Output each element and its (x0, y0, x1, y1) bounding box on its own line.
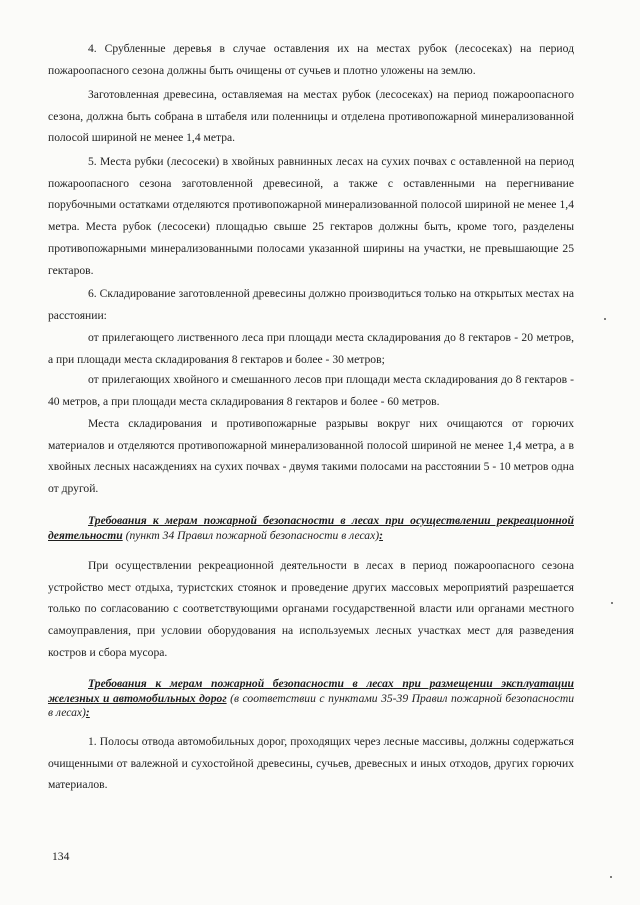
heading-roads-title: Требования к мерам пожарной безопасности в лесах при размещении эксплуатации железных и автомобильных дорог (48, 677, 574, 705)
heading-recreation-title: Требования к мерам пожарной безопасности в лесах при осуществлении рекреационной деятельности (48, 514, 574, 542)
heading-recreation-ref: (пункт 34 Правил пожарной безопасности в лесах) (122, 528, 380, 542)
paragraph-item4-timber: Заготовленная древесина, оставляемая на местах рубок (лесосеках) на период пожароопасного сезона, должна быть собрана в штабеля или поленницы и отделена противопожарной минерализованной полосой шириной не менее 1,4 метра. (48, 88, 574, 145)
page-number: 134 (52, 850, 70, 863)
paragraph-item6-intro: 6. Складирование заготовленной древесины должно производиться только на открытых местах на расстоянии: (48, 287, 574, 322)
heading-roads-ref: (в соответствии с пунктами 35-39 Правил пожарной безопасности в лесах) (48, 691, 574, 719)
paragraph-item6-conifer: от прилегающих хвойного и смешанного лесов при площади места складирования до 8 гектаров - 40 метров, а при площади места складирования 8 гектаров и более - 60 метров. (48, 373, 574, 408)
paragraph-roads-item1: 1. Полосы отвода автомобильных дорог, проходящих через лесные массивы, должны содержаться очищенными от валежной и сухостойной древесины, сучьев, древесных и иных отходов, других горючих материалов. (48, 735, 574, 792)
paragraph-item6-deciduous: от прилегающего лиственного леса при площади места складирования до 8 гектаров - 20 метров, а при площади места складирования 8 гектаров и более - 30 метров; (48, 331, 574, 366)
paragraph-item5: 5. Места рубки (лесосеки) в хвойных равнинных лесах на сухих почвах с оставленной на период пожароопасного сезона заготовленной древесиной, а также с оставленными на перегнивание порубочными остатками отделяются противопожарной минерализованной полосой шириной не менее 1,4 метра. Места рубок (лесосеки) площадью свыше 25 гектаров должны быть, кроме того, разделены противопожарными минерализованными полосами указанной ширины на участки, не превышающие 25 гектаров. (48, 155, 574, 277)
paragraph-item6-breaks: Места складирования и противопожарные разрывы вокруг них очищаются от горючих материалов и отделяются противопожарной минерализованной полосой шириной не менее 1,4 метра, а в хвойных лесных насаждениях на сухих почвах - двумя такими полосами на расстоянии 5 - 10 метров одна от другой. (48, 417, 574, 496)
scan-speck (604, 318, 606, 320)
paragraph-item4: 4. Срубленные деревья в случае оставления их на местах рубок (лесосеках) на период пожароопасного сезона должны быть очищены от сучьев и плотно уложены на землю. (48, 42, 574, 77)
heading-recreation-colon: : (379, 528, 383, 542)
paragraph-recreation: При осуществлении рекреационной деятельности в лесах в период пожароопасного сезона устройство мест отдыха, туристских стоянок и проведение других массовых мероприятий разрешается только по согласованию с соответствующими органами государственной власти или органами местного самоуправления, при условии оборудования на используемых лесных участках мест для разведения костров и сбора мусора. (48, 559, 574, 659)
scan-speck (610, 876, 612, 878)
heading-recreation (48, 514, 574, 543)
heading-roads-colon: : (85, 706, 90, 719)
heading-roads (48, 677, 574, 721)
scan-speck (611, 602, 613, 604)
